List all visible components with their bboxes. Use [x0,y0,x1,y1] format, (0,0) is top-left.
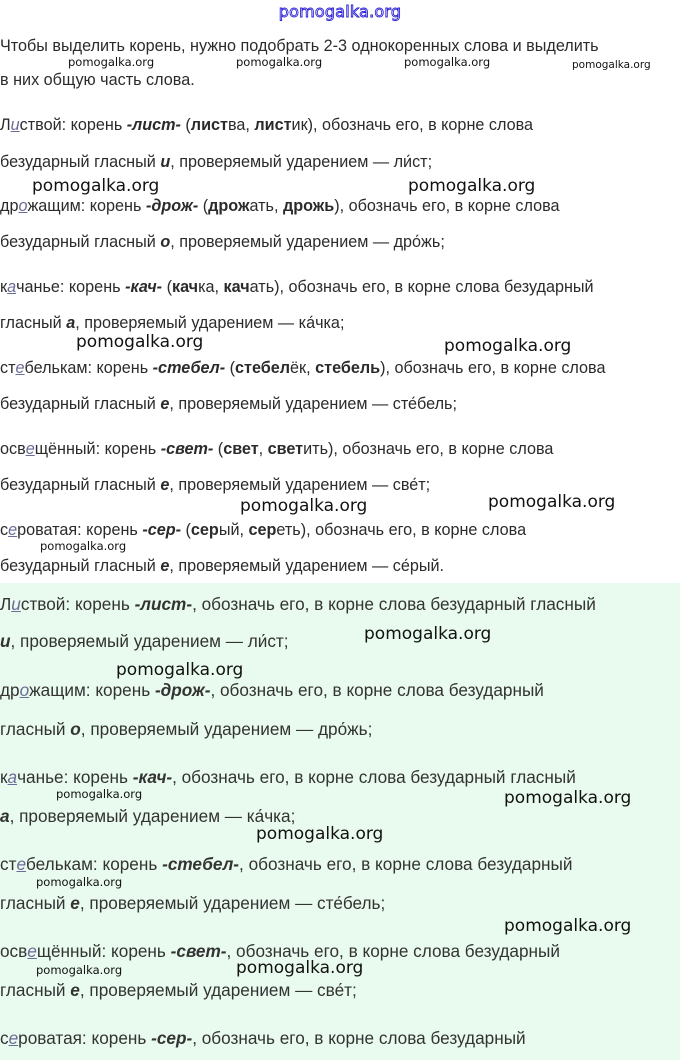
watermark: pomogalka.org [408,176,536,196]
intro-line-1: Чтобы выделить корень, нужно подобрать 2-3 однокоренных слова и выделить [0,37,599,55]
task-line: сероватая: корень -сер- (серый, сереть), обозначь его, в корне слова [0,521,527,539]
answer-line: освещённый: корень -свет-, обозначь его, в корне слова безударный [0,941,560,961]
task-line: безударный гласный и, проверяемый ударением — ли́ст; [0,153,433,171]
watermark: pomogalka.org [572,59,651,71]
watermark: pomogalka.org [76,332,204,352]
watermark: pomogalka.org [40,539,127,553]
answer-line: гласный о, проверяемый ударением — дро́жь; [0,719,373,739]
task-line: Листвой: корень -лист- (листва, листик), обозначь его, в корне слова [0,116,534,134]
task-line: безударный гласный е, проверяемый ударением — сте́бель; [0,395,457,413]
answer-line: а, проверяемый ударением — ка́чка; [0,806,296,826]
watermark: pomogalka.org [504,788,632,808]
site-title-link[interactable]: pomogalka.org [278,2,402,21]
watermark: pomogalka.org [116,660,244,680]
task-line: безударный гласный е, проверяемый ударением — све́т; [0,476,431,494]
watermark: pomogalka.org [36,963,123,977]
task-line: стебелькам: корень -стебел- (стебелёк, стебель), обозначь его, в корне слова [0,359,606,377]
intro-line-2: в них общую часть слова. [0,71,195,89]
answer-line: и, проверяемый ударением — ли́ст; [0,631,289,651]
watermark: pomogalka.org [444,336,572,356]
answer-line: качанье: корень -кач-, обозначь его, в корне слова безударный гласный [0,767,576,787]
watermark: pomogalka.org [56,787,143,801]
watermark: pomogalka.org [504,916,632,936]
answer-line: сероватая: корень -сер-, обозначь его, в корне слова безударный [0,1028,526,1048]
watermark: pomogalka.org [236,55,323,69]
task-line: безударный гласный о, проверяемый ударением — дро́жь; [0,233,445,251]
task-line: гласный а, проверяемый ударением — ка́чка; [0,314,345,332]
watermark: pomogalka.org [32,176,160,196]
watermark: pomogalka.org [36,875,123,889]
watermark: pomogalka.org [488,492,616,512]
watermark: pomogalka.org [256,824,384,844]
watermark: pomogalka.org [68,55,155,69]
answer-line: гласный е, проверяемый ударением — све́т; [0,980,357,1000]
answer-line: дрожащим: корень -дрож-, обозначь его, в корне слова безударный [0,680,544,700]
task-line: безударный гласный е, проверяемый ударением — се́рый. [0,557,444,575]
watermark: pomogalka.org [364,624,492,644]
answer-line: гласный е, проверяемый ударением — сте́бель; [0,893,386,913]
watermark: pomogalka.org [236,958,364,978]
task-line: освещённый: корень -свет- (свет, светить), обозначь его, в корне слова [0,440,554,458]
watermark: pomogalka.org [240,496,368,516]
watermark: pomogalka.org [404,55,491,69]
answer-line: Листвой: корень -лист-, обозначь его, в корне слова безударный гласный [0,594,596,614]
answer-line: стебелькам: корень -стебел-, обозначь его, в корне слова безударный [0,854,573,874]
task-line: дрожащим: корень -дрож- (дрожать, дрожь), обозначь его, в корне слова [0,197,560,215]
task-line: качанье: корень -кач- (качка, качать), обозначь его, в корне слова безударный [0,278,594,296]
